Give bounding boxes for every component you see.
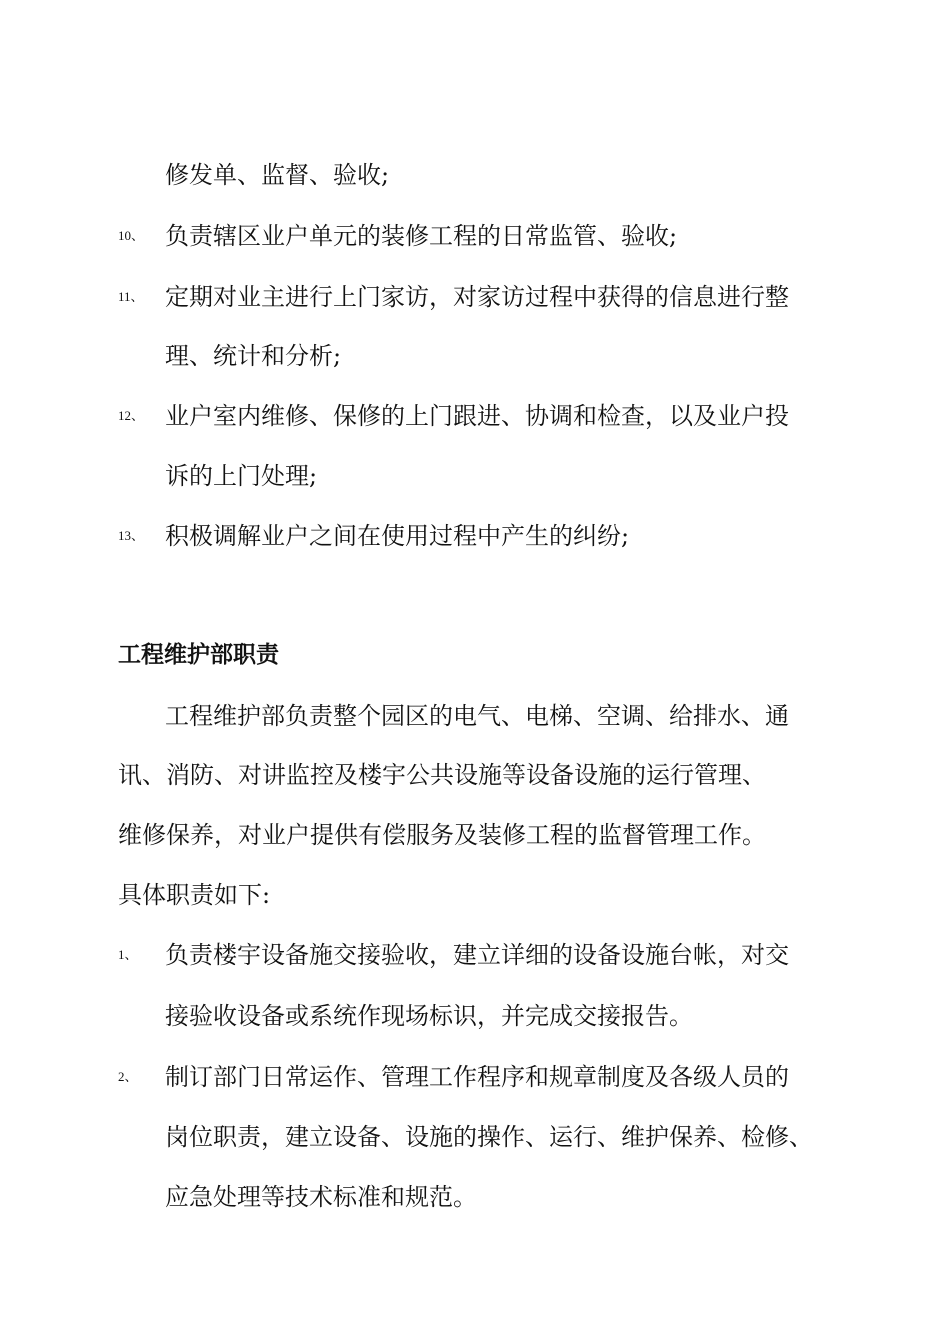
section-heading: 工程维护部职责 — [118, 642, 279, 668]
duty-item-2-number: 2、 — [118, 1069, 138, 1084]
paragraph-line-3: 维修保养，对业户提供有偿服务及装修工程的监督管理工作。 — [118, 821, 766, 849]
list-item-12-number: 12、 — [118, 408, 145, 423]
duty-item-2-line1: 制订部门日常运作、管理工作程序和规章制度及各级人员的 — [165, 1063, 789, 1091]
list-item-12-line2: 诉的上门处理; — [165, 462, 318, 490]
paragraph-line-1: 工程维护部负责整个园区的电气、电梯、空调、给排水、通 — [165, 702, 789, 730]
paragraph-line-2: 讯、消防、对讲监控及楼宇公共设施等设备设施的运行管理、 — [118, 761, 766, 789]
duty-item-1-line1: 负责楼宇设备施交接验收，建立详细的设备设施台帐，对交 — [165, 941, 789, 969]
paragraph-line-4: 具体职责如下: — [118, 881, 271, 909]
duty-item-1-line2: 接验收设备或系统作现场标识，并完成交接报告。 — [165, 1002, 693, 1030]
list-item-13-number: 13、 — [118, 528, 145, 543]
duty-item-2-line3: 应急处理等技术标准和规范。 — [165, 1183, 477, 1211]
list-item-9-continuation: 修发单、监督、验收; — [165, 161, 390, 189]
list-item-10-text: 负责辖区业户单元的装修工程的日常监管、验收; — [165, 222, 678, 250]
list-item-11-line2: 理、统计和分析; — [165, 342, 342, 370]
list-item-10-number: 10、 — [118, 228, 145, 243]
list-item-11-line1: 定期对业主进行上门家访，对家访过程中获得的信息进行整 — [165, 283, 789, 311]
list-item-11-number: 11、 — [118, 289, 144, 304]
duty-item-2-line2: 岗位职责，建立设备、设施的操作、运行、维护保养、检修、 — [165, 1123, 813, 1151]
duty-item-1-number: 1、 — [118, 947, 138, 962]
list-item-13-text: 积极调解业户之间在使用过程中产生的纠纷; — [165, 522, 630, 550]
list-item-12-line1: 业户室内维修、保修的上门跟进、协调和检查，以及业户投 — [165, 402, 789, 430]
